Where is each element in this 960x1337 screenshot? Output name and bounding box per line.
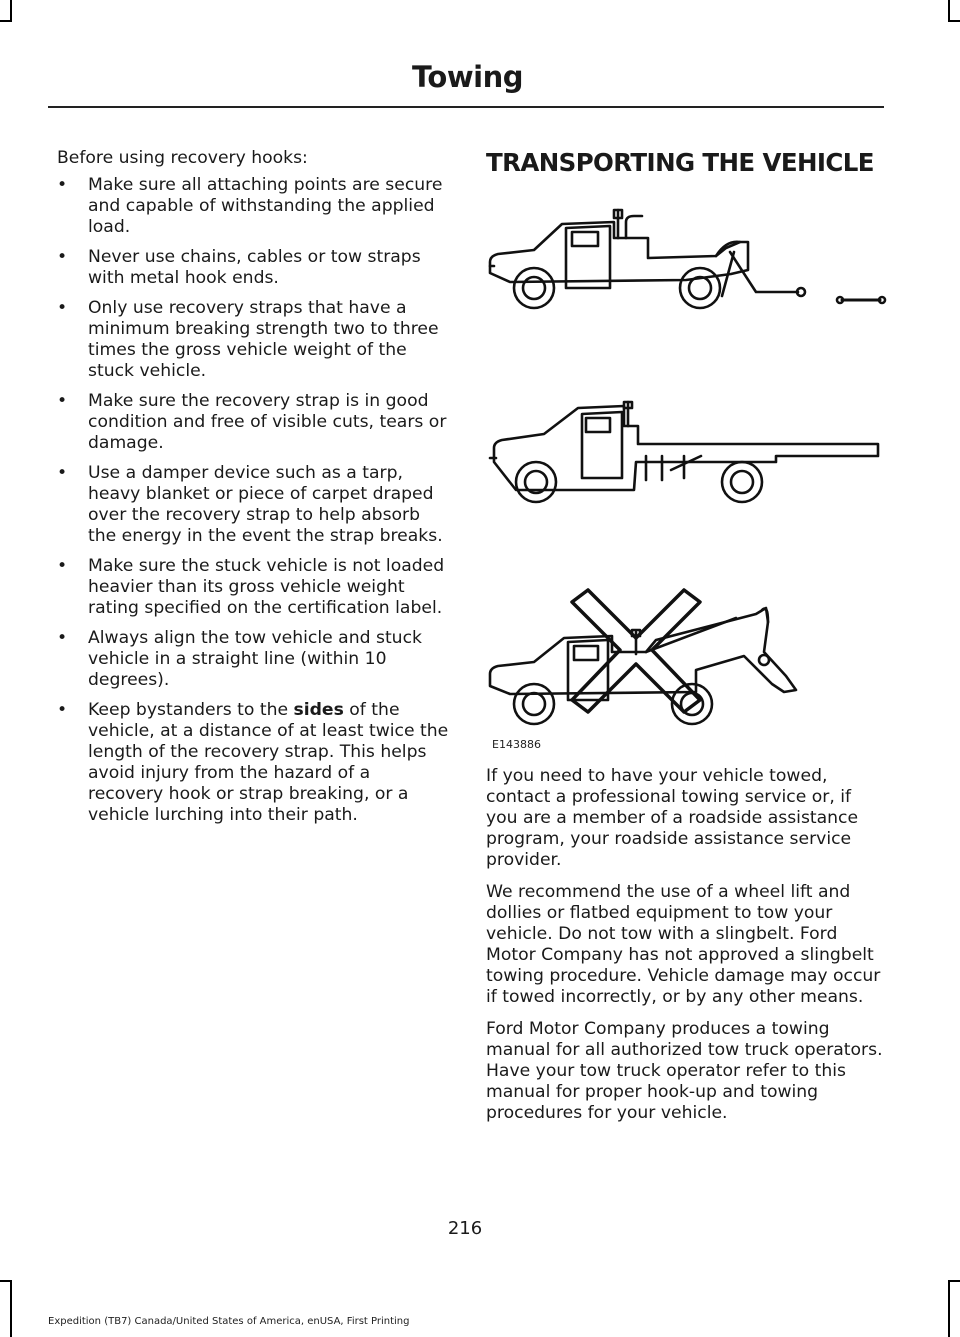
- crop-mark: [948, 1280, 960, 1282]
- bullet-marker: •: [57, 175, 68, 195]
- crop-mark: [948, 1280, 950, 1337]
- slingbelt-truck: [490, 608, 796, 724]
- list-item-text: Make sure the stuck vehicle is not loaded heavier than its gross vehicle weight rating specified on the certification label.: [88, 556, 445, 618]
- crop-mark: [948, 20, 960, 22]
- tow-truck-illustration: [486, 200, 891, 755]
- list-item: [57, 391, 449, 454]
- bullet-marker: •: [57, 556, 68, 576]
- list-item-text: Always align the tow vehicle and stuck vehicle in a straight line (within 10 degrees).: [88, 628, 422, 690]
- list-item: [57, 175, 449, 238]
- page-header-title: Towing: [412, 60, 523, 94]
- paragraph: Ford Motor Company produces a towing manual for all authorized tow truck operators. Have your tow truck operator refer to this manual for proper hook-up and towing procedures for your vehicle.: [486, 1019, 883, 1123]
- crop-mark: [0, 1280, 12, 1282]
- list-item: [57, 298, 449, 382]
- figure-id: E143886: [492, 738, 541, 751]
- list-item: [57, 463, 449, 547]
- crop-mark: [10, 0, 12, 22]
- footer-text: Expedition (TB7) Canada/United States of America, enUSA, First Printing: [48, 1316, 410, 1327]
- bullet-marker: •: [57, 298, 68, 318]
- crop-mark: [10, 1280, 12, 1337]
- bullet-marker: •: [57, 247, 68, 267]
- list-item: [57, 628, 449, 691]
- list-item-text-start: Keep bystanders to the: [88, 700, 294, 720]
- flatbed-truck: [490, 402, 878, 502]
- list-item: [57, 556, 449, 619]
- bullet-marker: •: [57, 700, 68, 720]
- paragraph: If you need to have your vehicle towed, contact a professional towing service or, if you are a member of a roadside assistance program, your roadside assistance service provider.: [486, 766, 859, 870]
- wheel-lift-truck: [490, 210, 885, 308]
- right-column: [486, 148, 886, 177]
- list-item-text: Never use chains, cables or tow straps with metal hook ends.: [88, 247, 421, 288]
- list-item-text: Make sure the recovery strap is in good condition and free of visible cuts, tears or damage.: [88, 391, 447, 453]
- paragraph: We recommend the use of a wheel lift and dollies or flatbed equipment to tow your vehicle. Do not tow with a slingbelt. Ford Motor Company has not approved a slingbelt towing procedure. Vehicle damage may occur if towed incorrectly, or by any other means.: [486, 882, 881, 1007]
- bullet-marker: •: [57, 463, 68, 483]
- left-column: [57, 148, 449, 835]
- bullet-marker: •: [57, 391, 68, 411]
- list-item-text-end: of the vehicle, at a distance of at least twice the length of the recovery strap. This helps avoid injury from the hazard of a recovery hook or strap breaking, or a vehicle lurching into their path.: [88, 700, 449, 825]
- page-number: 216: [447, 1218, 483, 1239]
- list-item-text: Only use recovery straps that have a minimum breaking strength two to three times the gross vehicle weight of the stuck vehicle.: [88, 298, 439, 381]
- intro-text: Before using recovery hooks:: [57, 148, 308, 168]
- crop-mark: [0, 20, 12, 22]
- list-item-text: Use a damper device such as a tarp, heavy blanket or piece of carpet draped over the recovery strap to help absorb the energy in the event the strap breaks.: [88, 463, 443, 546]
- bullet-marker: •: [57, 628, 68, 648]
- header-rule: [48, 106, 884, 108]
- towing-body-text: [486, 766, 884, 1135]
- recovery-hook-list: [57, 175, 449, 826]
- emphasis-sides: sides: [293, 700, 344, 720]
- list-item: [57, 247, 449, 289]
- section-title: TRANSPORTING THE VEHICLE: [486, 148, 874, 177]
- list-item-text: Make sure all attaching points are secure and capable of withstanding the applied load.: [88, 175, 443, 237]
- list-item: [57, 700, 449, 826]
- crop-mark: [948, 0, 950, 22]
